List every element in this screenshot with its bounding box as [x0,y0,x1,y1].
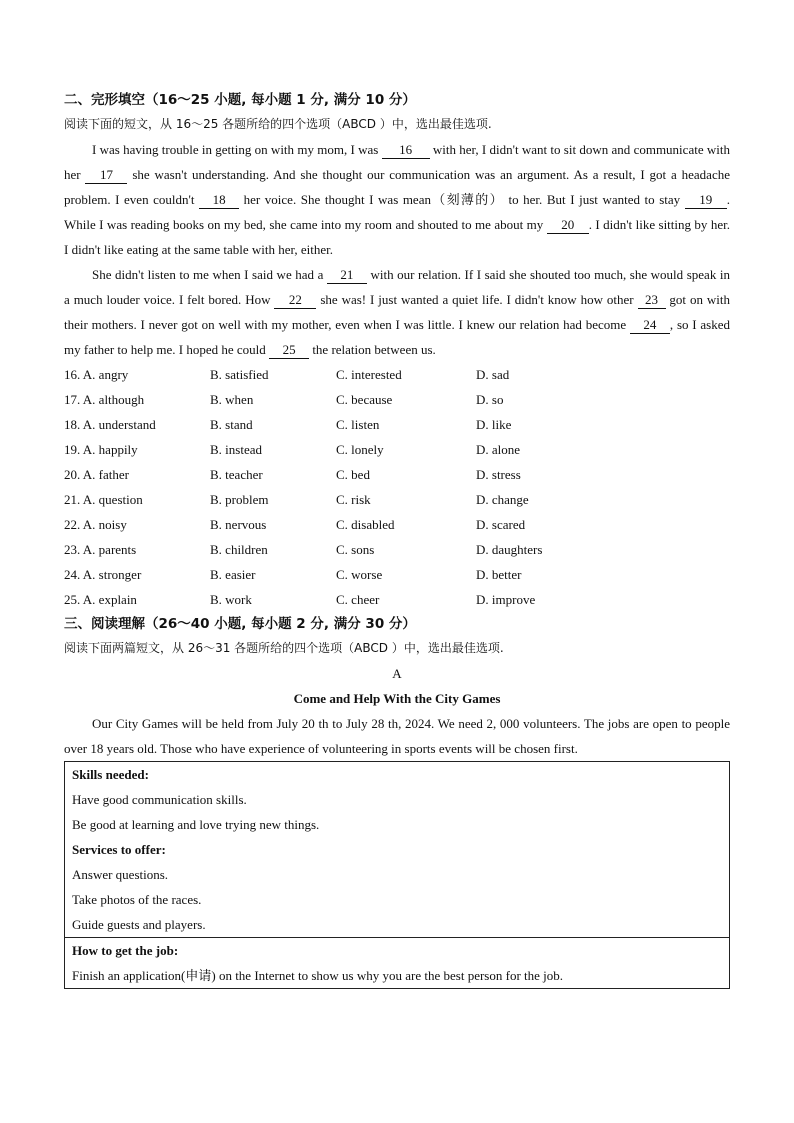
section-3-title: 三、阅读理解（26～40 小题, 每小题 2 分, 满分 30 分） [64,616,416,632]
option-row [64,387,730,412]
cloze-paragraph-1 [64,137,730,262]
text-span: I was having trouble in getting on with my mom, I was [92,142,382,157]
option-b: B. easier [210,567,256,582]
text-span: with our relation. If I said she shouted too much, she would speak in a much louder voice. I felt bored. How [64,267,730,307]
blank-24: 24 [630,317,670,334]
article-title: Come and Help With the City Games [293,691,501,706]
blank-20: 20 [547,217,589,234]
blank-18: 18 [199,192,239,209]
text-span: . I didn't like sitting by her. I didn't like eating at the same table with her, either. [64,217,730,257]
option-a: 18. A. understand [64,417,156,432]
option-d: D. like [476,417,512,432]
text-span: got on with their mothers. I never got on well with my mother, even when I was little. I knew our relation had become [64,292,730,332]
option-b: B. nervous [210,517,267,532]
option-c: C. lonely [336,442,384,457]
option-a: 21. A. question [64,492,143,507]
option-b: B. instead [210,442,262,457]
text-span: She didn't listen to me when I said we had a [92,267,327,282]
option-row [64,587,730,612]
option-c: C. cheer [336,592,380,607]
section-3-instruction: 阅读下面两篇短文，从 26～31 各题所给的四个选项（ABCD ）中，选出最佳选项. [64,641,504,655]
option-c: C. interested [336,367,402,382]
text-span: with her, I didn't want to sit down and communicate with her [64,142,730,182]
option-a: 22. A. noisy [64,517,127,532]
part-label: A [392,666,402,681]
text-span: , so I asked my father to help me. I hoped he could [64,317,730,357]
option-row [64,462,730,487]
option-a: 16. A. angry [64,367,129,382]
text-span: the relation between us. [309,342,436,357]
options-list [64,362,730,612]
article-intro: Our City Games will be held from July 20 th to July 28 th, 2024. We need 2, 000 volunteers. The jobs are open to people over 18 years old. Those who have experience of volunteering in sports events will be chosen first. [64,716,730,756]
option-d: D. alone [476,442,521,457]
option-row [64,362,730,387]
option-c: C. listen [336,417,380,432]
skills-services-cell [65,762,730,938]
how-to-cell [65,938,730,989]
blank-17: 17 [85,167,127,184]
service-item: Answer questions. [72,867,169,882]
option-c: C. disabled [336,517,395,532]
blank-25: 25 [269,342,309,359]
option-row [64,537,730,562]
option-row [64,437,730,462]
service-item: Take photos of the races. [72,892,202,907]
text-span: her voice. She thought I was mean（刻薄的） to her. But I just wanted to stay [239,192,685,207]
option-d: D. change [476,492,529,507]
volunteer-info-table [64,761,730,989]
blank-21: 21 [327,267,367,284]
how-heading: How to get the job: [72,943,179,958]
service-item: Guide guests and players. [72,917,206,932]
option-c: C. worse [336,567,383,582]
option-d: D. daughters [476,542,543,557]
option-b: B. teacher [210,467,263,482]
option-b: B. stand [210,417,253,432]
option-d: D. scared [476,517,526,532]
option-a: 23. A. parents [64,542,137,557]
skills-heading: Skills needed: [72,767,149,782]
how-text: Finish an application(申请) on the Internet to show us why you are the best person for the job. [72,968,564,983]
option-d: D. stress [476,467,521,482]
option-row [64,487,730,512]
option-b: B. children [210,542,268,557]
option-b: B. problem [210,492,269,507]
skill-item: Be good at learning and love trying new things. [72,817,320,832]
section-2-title: 二、完形填空（16～25 小题, 每小题 1 分, 满分 10 分） [64,92,416,108]
option-row [64,512,730,537]
option-b: B. work [210,592,252,607]
option-row [64,562,730,587]
text-span: she wasn't understanding. And she thought our communication was an argument. As a result, I got a headache problem. I even couldn't [64,167,730,207]
option-c: C. sons [336,542,375,557]
blank-22: 22 [274,292,316,309]
option-c: C. because [336,392,393,407]
option-d: D. improve [476,592,536,607]
section-2-instruction: 阅读下面的短文，从 16～25 各题所给的四个选项（ABCD ）中，选出最佳选项. [64,117,492,131]
skill-item: Have good communication skills. [72,792,247,807]
option-d: D. better [476,567,522,582]
option-d: D. sad [476,367,510,382]
option-a: 19. A. happily [64,442,138,457]
text-span: . While I was reading books on my bed, she came into my room and shouted to me about my [64,192,731,232]
option-b: B. when [210,392,254,407]
document-page [64,88,730,989]
option-a: 20. A. father [64,467,129,482]
option-a: 17. A. although [64,392,145,407]
cloze-paragraph-2 [64,262,730,362]
services-heading: Services to offer: [72,842,166,857]
text-span: she was! I just wanted a quiet life. I didn't know how other [316,292,638,307]
blank-23: 23 [638,292,666,309]
option-d: D. so [476,392,504,407]
option-b: B. satisfied [210,367,269,382]
blank-16: 16 [382,142,430,159]
option-c: C. risk [336,492,371,507]
option-a: 25. A. explain [64,592,137,607]
option-row [64,412,730,437]
option-a: 24. A. stronger [64,567,142,582]
blank-19: 19 [685,192,727,209]
option-c: C. bed [336,467,370,482]
